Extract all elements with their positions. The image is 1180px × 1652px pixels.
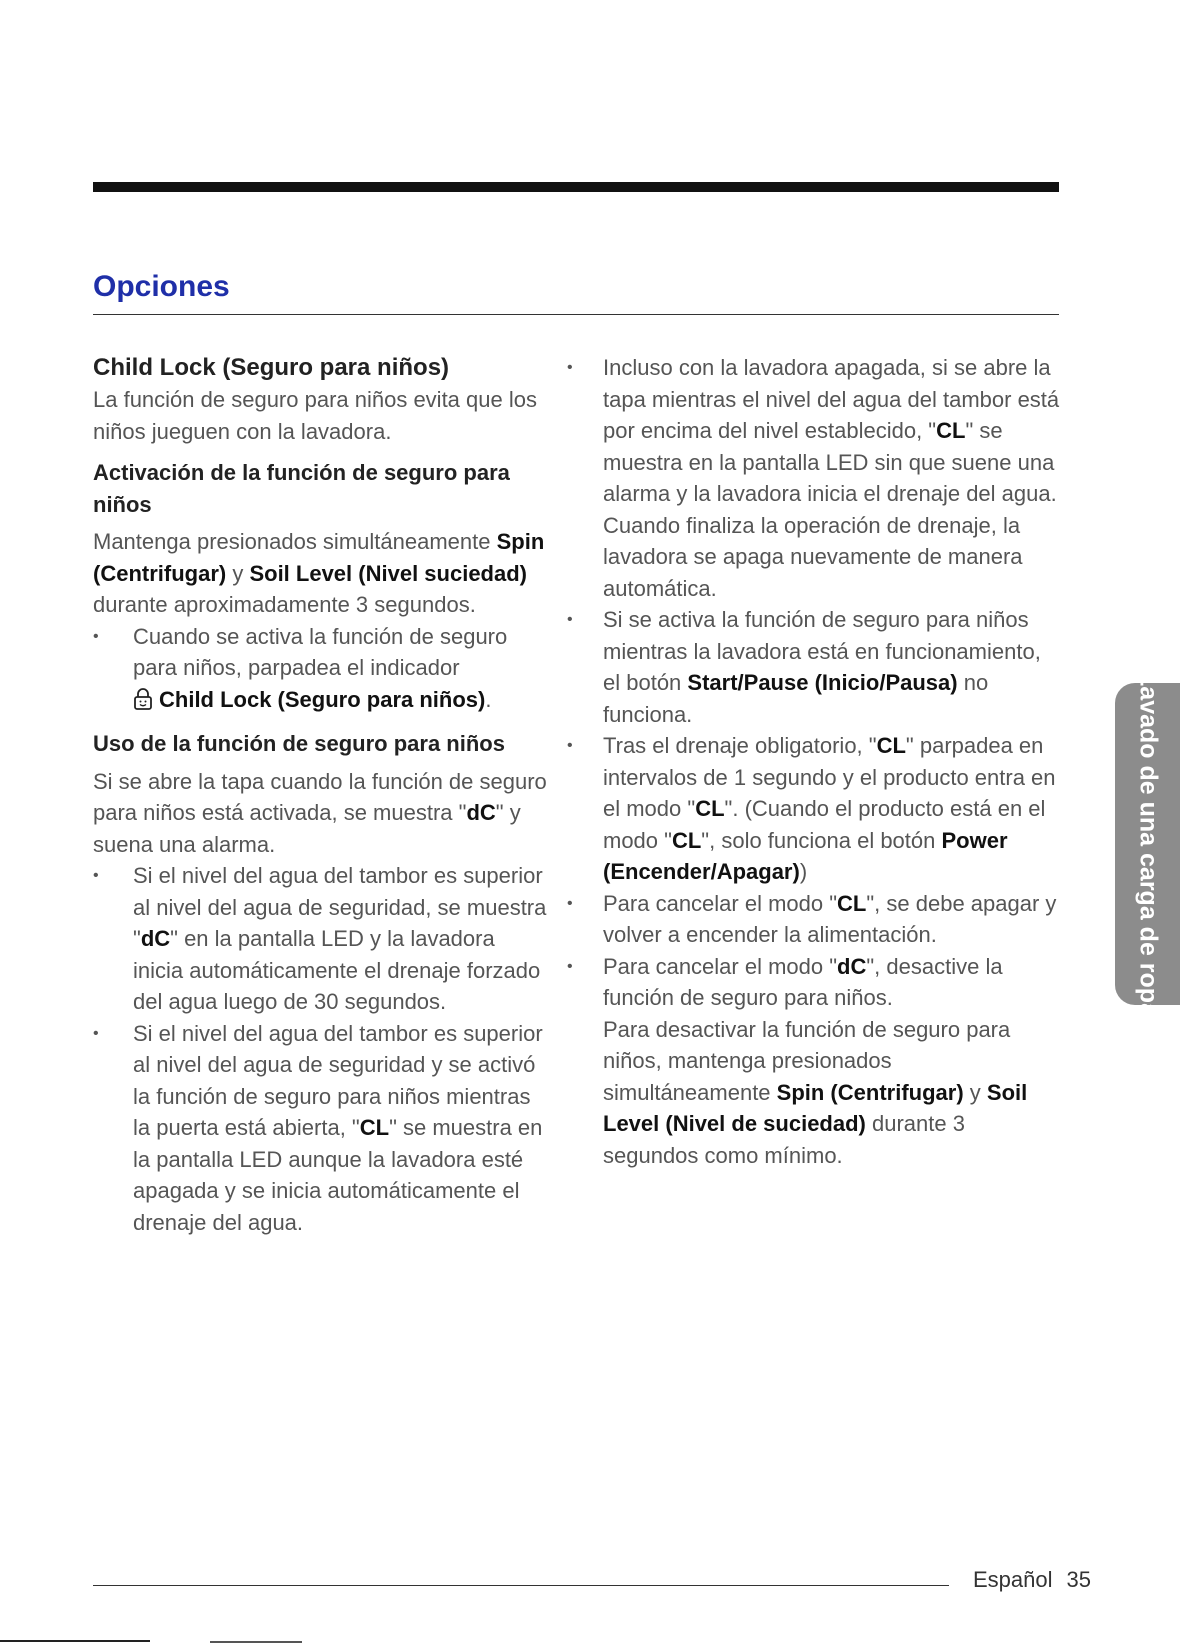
footer-language: Español	[973, 1567, 1053, 1592]
list-item: • Incluso con la lavadora apagada, si se abre la tapa mientras el nivel del agua del tambor está por encima del nivel establecido, "CL" se muestra en la pantalla LED sin que suene una alarma y la lavadora inicia el drenaje del agua. Cuando finaliza la operación de drenaje, la lavadora se apaga nuevamente de manera automática.	[567, 352, 1063, 604]
right-bullets	[603, 352, 1063, 1171]
list-item: • Si el nivel del agua del tambor es superior al nivel del agua de seguridad y se activó la función de seguro para niños mientras la puerta está abierta, "CL" se muestra en la pantalla LED aunque la lavadora esté apagada y se inicia automáticamente el drenaje del agua.	[93, 1018, 548, 1239]
list-item: • Para cancelar el modo "dC", desactive la función de seguro para niños. Para desactivar la función de seguro para niños, mantenga presionados simultáneamente Spin (Centrifugar) y Soil Level (Nivel de suciedad) durante 3 segundos como mínimo.	[567, 951, 1063, 1172]
chapter-side-tab-label: Lavado de una carga de ropa	[1134, 671, 1162, 1017]
section-title: Opciones	[93, 270, 230, 303]
scan-mark	[210, 1641, 302, 1643]
child-lock-intro: La función de seguro para niños evita que los niños jueguen con la lavadora.	[93, 387, 537, 444]
activation-bullets	[93, 621, 548, 719]
activation-heading: Activación de la función de seguro para niños	[93, 460, 510, 517]
right-column	[603, 352, 1063, 1171]
child-lock-icon	[133, 687, 153, 719]
list-item: • Tras el drenaje obligatorio, "CL" parpadea en intervalos de 1 segundo y el producto entra en el modo "CL". (Cuando el producto está en el modo "CL", solo funciona el botón Power (Encender/Apagar))	[567, 730, 1063, 888]
chapter-side-tab	[1115, 671, 1180, 1017]
usage-heading: Uso de la función de seguro para niños	[93, 731, 505, 756]
footer-rule	[93, 1585, 949, 1586]
list-item: • Para cancelar el modo "CL", se debe apagar y volver a encender la alimentación.	[567, 888, 1063, 951]
page-number: 35	[1066, 1567, 1091, 1592]
activation-paragraph: Mantenga presionados simultáneamente Spin (Centrifugar) y Soil Level (Nivel suciedad) durante aproximadamente 3 segundos.	[93, 529, 545, 617]
child-lock-heading: Child Lock (Seguro para niños)	[93, 354, 450, 381]
list-item: • Si el nivel del agua del tambor es superior al nivel del agua de seguridad, se muestra "dC" en la pantalla LED y la lavadora inicia automáticamente el drenaje forzado del agua luego de 30 segundos.	[93, 860, 548, 1018]
usage-bullets	[93, 860, 548, 1238]
top-rule	[93, 182, 1059, 192]
scan-mark	[0, 1640, 150, 1642]
left-column	[93, 352, 548, 1238]
list-item: • Si se activa la función de seguro para niños mientras la lavadora está en funcionamiento, el botón Start/Pause (Inicio/Pausa) no funciona.	[567, 604, 1063, 730]
usage-paragraph: Si se abre la tapa cuando la función de seguro para niños está activada, se muestra "dC" y suena una alarma.	[93, 768, 547, 857]
title-rule	[93, 314, 1059, 315]
page-footer	[973, 1567, 1091, 1593]
list-item: • Cuando se activa la función de seguro para niños, parpadea el indicador Child Lock (Seguro para niños).	[93, 621, 548, 719]
